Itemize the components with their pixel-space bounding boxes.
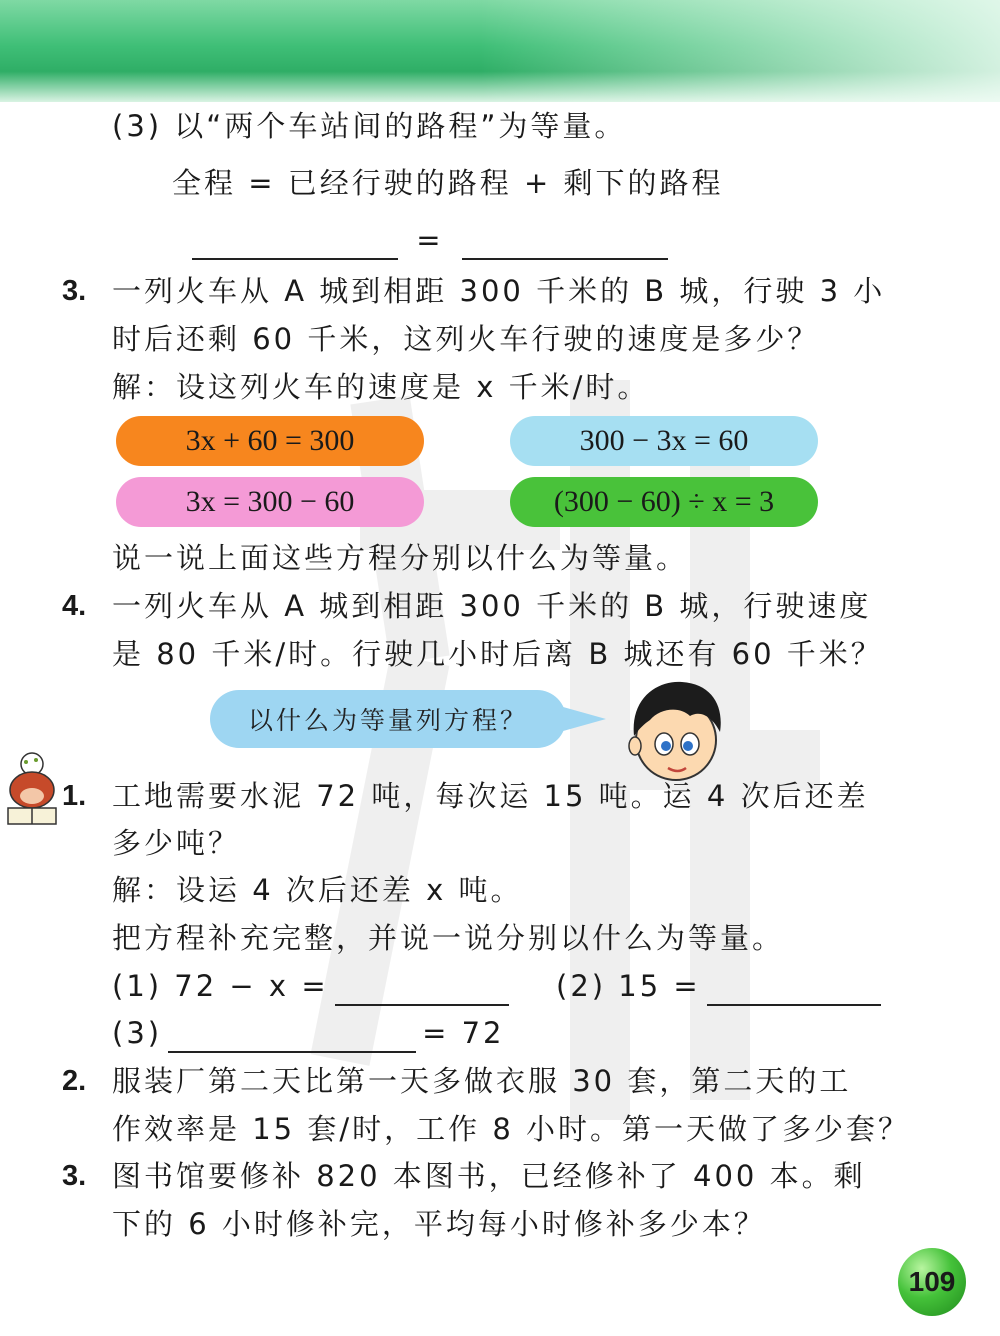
mascot-reading-icon — [2, 750, 62, 830]
blank-equation — [186, 220, 674, 260]
exercise-text-line: 服装厂第二天比第一天多做衣服 30 套，第二天的工 — [112, 1064, 852, 1098]
solution-setup: 解：设这列火车的速度是 x 千米/时。 — [112, 370, 650, 404]
exercise-text-line: 图书馆要修补 820 本图书，已经修补了 400 本。剩 — [112, 1159, 866, 1193]
equation-label: (2) 15 = — [556, 969, 701, 1003]
equation-pill-blue: 300 − 3x = 60 — [510, 416, 818, 466]
problem-text-line: 一列火车从 A 城到相距 300 千米的 B 城，行驶速度 — [112, 589, 872, 623]
discussion-prompt: 说一说上面这些方程分别以什么为等量。 — [112, 541, 689, 575]
exercise-text-line: 多少吨？ — [112, 826, 241, 860]
speech-bubble: 以什么为等量列方程？ — [210, 690, 566, 748]
problem-text-line: 时后还剩 60 千米，这列火车行驶的速度是多少？ — [112, 322, 820, 356]
header-band — [0, 0, 1000, 102]
equation-blank-3 — [112, 1013, 505, 1053]
exercise-number: 3. — [62, 1160, 87, 1192]
answer-blank[interactable] — [707, 974, 881, 1006]
equation-pill-orange: 3x + 60 = 300 — [116, 416, 424, 466]
equation-label: (1) 72 − x = — [112, 969, 329, 1003]
equation-label: (3) — [112, 1016, 163, 1050]
instruction-text: 把方程补充完整，并说一说分别以什么为等量。 — [112, 921, 785, 955]
exercise-number: 2. — [62, 1065, 87, 1097]
page-number: 109 — [898, 1248, 966, 1316]
solution-setup: 解：设运 4 次后还差 x 吨。 — [112, 873, 523, 907]
speech-bubble-tail — [556, 705, 606, 733]
answer-blank[interactable] — [168, 1021, 416, 1053]
answer-blank-left[interactable] — [192, 228, 398, 260]
exercise-text-line: 工地需要水泥 72 吨，每次运 15 吨。运 4 次后还差 — [112, 779, 869, 813]
equation-blank-1 — [112, 966, 515, 1006]
answer-blank[interactable] — [335, 974, 509, 1006]
answer-blank-right[interactable] — [462, 228, 668, 260]
equation-blank-2 — [556, 966, 887, 1006]
boy-character-icon — [620, 676, 732, 786]
exercise-number: 1. — [62, 780, 87, 812]
equation-pill-green: (300 − 60) ÷ x = 3 — [510, 477, 818, 527]
item3-label: (3) 以“两个车站间的路程”为等量。 — [112, 109, 627, 143]
exercise-text-line: 下的 6 小时修补完，平均每小时修补多少本？ — [112, 1207, 766, 1241]
problem-number: 3. — [62, 275, 87, 307]
equals-sign: = — [416, 223, 444, 257]
problem-number: 4. — [62, 590, 87, 622]
equation-pill-pink: 3x = 300 − 60 — [116, 477, 424, 527]
formula-text: 全程 = 已经行驶的路程 + 剩下的路程 — [172, 166, 724, 200]
problem-text-line: 一列火车从 A 城到相距 300 千米的 B 城，行驶 3 小 — [112, 274, 886, 308]
exercise-text-line: 作效率是 15 套/时，工作 8 小时。第一天做了多少套？ — [112, 1112, 910, 1146]
problem-text-line: 是 80 千米/时。行驶几小时后离 B 城还有 60 千米？ — [112, 637, 883, 671]
equation-value: = 72 — [422, 1016, 505, 1050]
